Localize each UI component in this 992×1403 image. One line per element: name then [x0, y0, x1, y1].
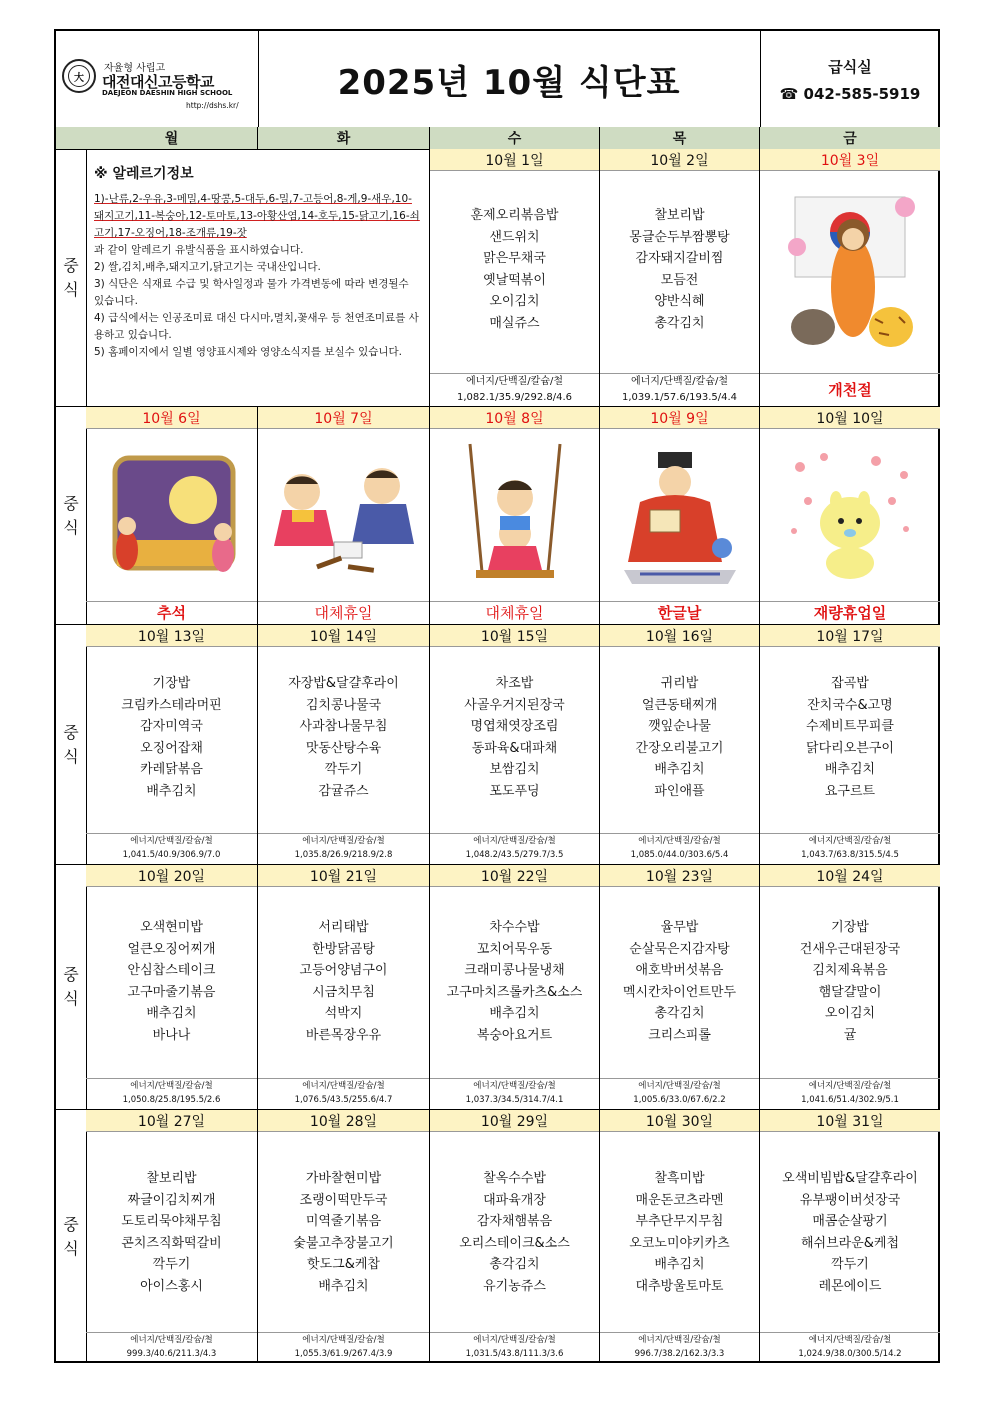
nutrition-label: 에너지/단백질/칼슘/철 — [808, 1335, 892, 1345]
weekday-fri: 금 — [760, 127, 940, 149]
menu-item: 얼큰오징어찌개 — [127, 941, 216, 957]
nutrition-label: 에너지/단백질/칼슘/철 — [473, 836, 556, 846]
menu-item: 배추김치 — [654, 1257, 705, 1272]
nutrition-info — [600, 1078, 759, 1109]
menu-item: 크림카스테라머핀 — [121, 697, 222, 713]
day-date: 10월 30일 — [600, 1110, 759, 1132]
week-row-3 — [56, 625, 938, 865]
menu-list — [258, 1168, 429, 1297]
weekday-header — [56, 127, 938, 150]
contact-block — [760, 31, 940, 127]
menu-item: 차수수밥 — [489, 920, 540, 935]
day-cell — [600, 149, 760, 406]
menu-item: 순살묵은지감자탕 — [629, 941, 730, 957]
nutrition-label: 에너지/단백질/칼슘/철 — [130, 1081, 213, 1091]
menu-item: 귤 — [843, 1027, 857, 1043]
day-date: 10월 9일 — [600, 407, 759, 429]
nutrition-info — [600, 1332, 759, 1363]
nutrition-values: 1,055.3/61.9/267.4/3.9 — [294, 1349, 393, 1359]
day-date: 10월 21일 — [258, 865, 429, 887]
menu-item: 자장밥&달걀후라이 — [288, 676, 399, 691]
menu-item: 얼큰동태찌개 — [641, 697, 718, 713]
school-logo-block — [56, 31, 259, 127]
menu-item: 감자돼지갈비찜 — [635, 251, 724, 266]
menu-item: 배추김치 — [654, 762, 705, 777]
menu-item: 요구르트 — [824, 783, 876, 799]
dangun-illustration-icon — [764, 173, 936, 370]
day-cell — [760, 625, 940, 864]
nutrition-values: 1,076.5/43.5/255.6/4.7 — [294, 1095, 393, 1105]
day-cell — [430, 625, 600, 864]
menu-item: 바나나 — [152, 1027, 191, 1043]
menu-list — [760, 673, 940, 802]
nutrition-label: 에너지/단백질/칼슘/철 — [465, 376, 564, 387]
day-cell — [760, 1110, 940, 1363]
day-cell — [430, 407, 600, 624]
swing-illustration-icon — [434, 431, 595, 598]
menu-list — [600, 205, 759, 334]
day-cell — [600, 407, 760, 624]
nutrition-label: 에너지/단백질/칼슘/철 — [130, 836, 213, 846]
menu-item: 명엽채엿장조림 — [470, 719, 559, 734]
menu-sheet — [54, 29, 940, 1363]
allergy-title: ※ 알레르기정보 — [94, 166, 194, 182]
holiday-label: 개천절 — [760, 373, 940, 406]
menu-item: 조랭이떡만두국 — [299, 1192, 388, 1208]
menu-list — [430, 1168, 599, 1297]
menu-item: 안심찹스테이크 — [127, 963, 216, 978]
nutrition-values: 996.7/38.2/162.3/3.3 — [634, 1349, 725, 1359]
allergy-info — [86, 149, 430, 406]
menu-item: 배추김치 — [146, 783, 197, 799]
menu-item: 카레닭볶음 — [140, 762, 203, 777]
menu-item: 가바찰현미밥 — [305, 1171, 382, 1186]
menu-item: 유기농쥬스 — [483, 1278, 546, 1294]
menu-list — [600, 673, 759, 802]
menu-item: 핫도그&케찹 — [307, 1257, 380, 1272]
week-row-4 — [56, 865, 938, 1110]
day-cell — [760, 407, 940, 624]
allergy-note: 4) 급식에서는 인공조미료 대신 다시마,멸치,꽃새우 등 천연조미료를 사용하고 있습니다. — [94, 312, 419, 341]
menu-list — [258, 917, 429, 1046]
day-date: 10월 6일 — [86, 407, 257, 429]
allergy-note: 3) 식단은 식재료 수급 및 학사일정과 물가 가격변동에 따라 변경될수 있습니다. — [94, 278, 409, 307]
nutrition-values: 1,082.1/35.9/292.8/4.6 — [456, 392, 573, 403]
menu-list — [430, 205, 599, 334]
day-date: 10월 1일 — [430, 149, 599, 171]
menu-item: 시금치무침 — [312, 984, 375, 1000]
menu-item: 깻잎순나물 — [648, 719, 711, 734]
menu-list — [600, 1168, 759, 1297]
menu-item: 해쉬브라운&케첩 — [800, 1235, 900, 1251]
menu-item: 멕시칸차이언트만두 — [622, 984, 737, 1000]
menu-item: 맛동산탕수육 — [305, 740, 382, 756]
nutrition-info — [760, 1332, 940, 1363]
menu-item: 오리스테이크&소스 — [459, 1235, 570, 1251]
day-date: 10월 13일 — [86, 625, 257, 647]
menu-item: 몽글순두부짬뽕탕 — [629, 229, 730, 245]
menu-list — [430, 917, 599, 1046]
nutrition-info — [760, 1078, 940, 1109]
menu-item: 깍두기 — [324, 762, 363, 777]
day-cell — [258, 407, 430, 624]
menu-list — [86, 673, 257, 802]
nutrition-info — [430, 373, 599, 406]
nutrition-label: 에너지/단백질/칼슘/철 — [638, 1335, 721, 1345]
day-date: 10월 23일 — [600, 865, 759, 887]
holiday-label: 추석 — [86, 601, 257, 624]
day-date: 10월 31일 — [760, 1110, 940, 1132]
menu-list — [86, 1168, 257, 1297]
day-cell — [760, 149, 940, 406]
menu-item: 석박지 — [324, 1006, 363, 1021]
menu-item: 대추방울토마토 — [635, 1278, 724, 1294]
menu-item: 차조밥 — [495, 676, 534, 691]
nutrition-info — [600, 373, 759, 406]
yut-game-illustration-icon — [262, 431, 425, 598]
school-name: 대전대신고등학교 — [102, 73, 214, 91]
day-cell — [86, 625, 258, 864]
day-cell — [86, 407, 258, 624]
nutrition-values: 1,085.0/44.0/303.6/5.4 — [630, 850, 729, 860]
menu-item: 사과참나물무침 — [299, 719, 388, 734]
holiday-label: 한글날 — [600, 601, 759, 624]
page-title: 2025년 10월 식단표 — [337, 62, 681, 103]
menu-item: 도토리묵야채무침 — [121, 1214, 222, 1229]
blossom-character-illustration-icon — [764, 431, 936, 598]
nutrition-values: 1,039.1/57.6/193.5/4.4 — [621, 392, 738, 403]
day-cell — [258, 625, 430, 864]
menu-item: 오코노미야키카츠 — [629, 1235, 730, 1251]
day-cell — [600, 1110, 760, 1363]
menu-item: 배추김치 — [489, 1006, 540, 1021]
nutrition-info — [258, 1078, 429, 1109]
day-date: 10월 3일 — [760, 149, 940, 171]
nutrition-values: 1,024.9/38.0/300.5/14.2 — [798, 1349, 902, 1359]
meal-label: 중 식 — [56, 1110, 87, 1363]
nutrition-label: 에너지/단백질/칼슘/철 — [130, 1335, 213, 1345]
day-date: 10월 20일 — [86, 865, 257, 887]
menu-item: 한방닭곰탕 — [312, 941, 375, 957]
weekday-mon: 월 — [86, 127, 258, 149]
allergy-note: 2) 쌀,김치,배추,돼지고기,닭고기는 국내산입니다. — [94, 261, 321, 273]
king-sejong-illustration-icon — [604, 431, 755, 598]
menu-item: 총각김치 — [654, 1006, 705, 1021]
nutrition-info — [600, 833, 759, 864]
nutrition-info — [86, 1332, 257, 1363]
week-row-5 — [56, 1110, 938, 1363]
menu-item: 짜글이김치찌개 — [127, 1192, 216, 1208]
nutrition-values: 1,048.2/43.5/279.7/3.5 — [465, 850, 564, 860]
menu-item: 총각김치 — [654, 315, 705, 331]
menu-list — [760, 1168, 940, 1297]
day-cell — [760, 865, 940, 1109]
nutrition-label: 에너지/단백질/칼슘/철 — [808, 836, 892, 846]
nutrition-label: 에너지/단백질/칼슘/철 — [808, 1081, 892, 1091]
nutrition-label: 에너지/단백질/칼슘/철 — [630, 376, 729, 387]
menu-item: 기장밥 — [152, 676, 191, 691]
day-cell — [430, 1110, 600, 1363]
menu-item: 부추단무지무침 — [635, 1214, 724, 1229]
menu-item: 보쌈김치 — [489, 762, 540, 777]
menu-item: 애호박버섯볶음 — [635, 963, 724, 978]
weekday-corner — [56, 127, 87, 149]
menu-item: 크리스피롤 — [648, 1027, 711, 1043]
meal-label: 중 식 — [56, 625, 87, 864]
holiday-label: 대체휴일 — [430, 601, 599, 624]
nutrition-label: 에너지/단백질/칼슘/철 — [302, 836, 385, 846]
day-date: 10월 29일 — [430, 1110, 599, 1132]
day-cell — [86, 1110, 258, 1363]
menu-item: 파인애플 — [654, 783, 705, 799]
menu-item: 훈제오리볶음밥 — [470, 208, 559, 223]
day-cell — [258, 865, 430, 1109]
nutrition-info — [258, 833, 429, 864]
nutrition-label: 에너지/단백질/칼슘/철 — [473, 1081, 556, 1091]
nutrition-label: 에너지/단백질/칼슘/철 — [638, 836, 721, 846]
meal-label: 중 식 — [56, 865, 87, 1109]
nutrition-info — [258, 1332, 429, 1363]
nutrition-values: 1,043.7/63.8/315.5/4.5 — [801, 850, 899, 860]
menu-item: 오이김치 — [489, 294, 540, 309]
menu-item: 깍두기 — [831, 1257, 869, 1272]
weekday-wed: 수 — [430, 127, 600, 149]
menu-item: 동파육&대파채 — [471, 740, 558, 756]
menu-item: 양반식혜 — [654, 294, 705, 309]
menu-item: 깍두기 — [152, 1257, 191, 1272]
nutrition-values: 999.3/40.6/211.3/4.3 — [126, 1349, 217, 1359]
menu-item: 배추김치 — [824, 762, 876, 777]
day-date: 10월 28일 — [258, 1110, 429, 1132]
weekday-tue: 화 — [258, 127, 430, 149]
menu-item: 크래미콩나물냉채 — [464, 963, 565, 978]
day-date: 10월 17일 — [760, 625, 940, 647]
nutrition-values: 1,041.5/40.9/306.9/7.0 — [122, 850, 221, 860]
nutrition-label: 에너지/단백질/칼슘/철 — [302, 1081, 385, 1091]
menu-item: 아이스홍시 — [140, 1278, 203, 1294]
menu-item: 오징어잡채 — [140, 740, 203, 756]
allergy-codes: 1)-난류,2-우유,3-메밀,4-땅콩,5-대두,6-밀,7-고등어,8-게,9-새우,10-돼지고기,11-복숭아,12-토마토,13-아황산염,14-호두,15-닭고기,16-쇠고기,17-오징어,18-조개류,19-잣 — [94, 193, 420, 239]
menu-item: 닭다리오븐구이 — [806, 740, 894, 756]
menu-item: 포도푸딩 — [489, 783, 540, 799]
phone-number: ☎ 042-585-5919 — [779, 84, 921, 103]
menu-item: 고구마줄기볶음 — [127, 984, 216, 1000]
day-date: 10월 16일 — [600, 625, 759, 647]
nutrition-info — [430, 1332, 599, 1363]
school-type: 자율형 사립고 — [104, 63, 166, 74]
menu-item: 매콤순살팡기 — [812, 1214, 888, 1229]
menu-item: 바른목장우유 — [305, 1027, 382, 1043]
menu-item: 매운돈코츠라멘 — [635, 1192, 724, 1208]
menu-item: 콘치즈직화떡갈비 — [121, 1235, 222, 1251]
menu-item: 귀리밥 — [660, 676, 699, 691]
department: 급식실 — [828, 57, 872, 76]
nutrition-info — [86, 833, 257, 864]
menu-item: 샌드위치 — [489, 229, 540, 245]
menu-item: 율무밥 — [660, 920, 699, 935]
day-date: 10월 15일 — [430, 625, 599, 647]
nutrition-info — [760, 833, 940, 864]
menu-item: 고등어양념구이 — [299, 963, 388, 978]
allergy-code-suffix: 과 같이 알레르기 유발식품을 표시하였습니다. — [94, 244, 304, 256]
menu-item: 복숭아요거트 — [476, 1027, 553, 1043]
menu-item: 꼬치어묵우동 — [476, 941, 553, 957]
menu-item: 찰보리밥 — [654, 208, 705, 223]
nutrition-values: 1,037.3/34.5/314.7/4.1 — [465, 1095, 564, 1105]
menu-item: 수제비트무피클 — [806, 719, 894, 734]
menu-item: 배추김치 — [318, 1278, 369, 1294]
day-cell — [258, 1110, 430, 1363]
day-date: 10월 24일 — [760, 865, 940, 887]
menu-item: 서리태밥 — [318, 920, 369, 935]
week-row-2 — [56, 407, 938, 625]
menu-item: 대파육개장 — [483, 1192, 546, 1208]
menu-item: 잔치국수&고명 — [807, 697, 893, 713]
day-date: 10월 22일 — [430, 865, 599, 887]
menu-item: 찰흑미밥 — [654, 1171, 705, 1186]
school-url[interactable]: http://dshs.kr/ — [186, 101, 239, 110]
day-cell — [600, 625, 760, 864]
menu-item: 햄달걀말이 — [818, 984, 882, 1000]
menu-item: 김치제육볶음 — [812, 963, 888, 978]
menu-item: 총각김치 — [489, 1257, 540, 1272]
menu-item: 레몬에이드 — [818, 1278, 882, 1294]
day-cell — [86, 865, 258, 1109]
menu-list — [258, 673, 429, 802]
nutrition-values: 1,041.6/51.4/302.9/5.1 — [801, 1095, 899, 1105]
header — [56, 31, 938, 128]
menu-item: 감자채햄볶음 — [476, 1214, 553, 1229]
day-cell — [430, 149, 600, 406]
menu-item: 고구마치즈롤카츠&소스 — [446, 984, 583, 1000]
menu-item: 모듬전 — [660, 272, 699, 288]
menu-item: 사골우거지된장국 — [464, 697, 565, 713]
day-date: 10월 7일 — [258, 407, 429, 429]
weekday-thu: 목 — [600, 127, 760, 149]
menu-item: 오색비빔밥&달걀후라이 — [782, 1171, 918, 1186]
menu-item: 숯불고추장불고기 — [293, 1235, 394, 1251]
menu-item: 옛날떡볶이 — [483, 272, 546, 288]
day-date: 10월 14일 — [258, 625, 429, 647]
title-block — [258, 31, 761, 127]
menu-list — [430, 673, 599, 802]
menu-item: 맑은무채국 — [483, 251, 546, 266]
nutrition-values: 1,050.8/25.8/195.5/2.6 — [122, 1095, 221, 1105]
menu-item: 찰옥수수밥 — [483, 1171, 546, 1186]
allergy-note: 5) 홈페이지에서 일별 영양표시제와 영양소식지를 보실수 있습니다. — [94, 346, 403, 358]
nutrition-label: 에너지/단백질/칼슘/철 — [302, 1335, 385, 1345]
nutrition-info — [430, 833, 599, 864]
nutrition-values: 1,005.6/33.0/67.6/2.2 — [633, 1095, 726, 1105]
nutrition-label: 에너지/단백질/칼슘/철 — [638, 1081, 721, 1091]
menu-item: 감자미역국 — [140, 719, 203, 734]
meal-label: 중 식 — [56, 407, 87, 624]
menu-item: 찰보리밥 — [146, 1171, 197, 1186]
menu-item: 오색현미밥 — [140, 920, 203, 935]
meal-label: 중 식 — [56, 149, 87, 406]
menu-item: 미역줄기볶음 — [305, 1214, 382, 1229]
school-emblem-icon: 大 — [62, 59, 96, 93]
menu-item: 유부팽이버섯장국 — [799, 1192, 901, 1208]
day-date: 10월 27일 — [86, 1110, 257, 1132]
school-name-en: DAEJEON DAESHIN HIGH SCHOOL — [102, 89, 233, 97]
menu-item: 오이김치 — [824, 1006, 876, 1021]
chuseok-moon-illustration-icon — [90, 431, 253, 598]
day-cell — [430, 865, 600, 1109]
menu-item: 잡곡밥 — [831, 676, 869, 691]
week-row-1 — [56, 149, 938, 407]
menu-list — [86, 917, 257, 1046]
day-date: 10월 2일 — [600, 149, 759, 171]
menu-item: 매실쥬스 — [489, 315, 540, 331]
menu-item: 간장오리불고기 — [635, 740, 724, 756]
holiday-label: 재량휴업일 — [760, 601, 940, 624]
nutrition-info — [430, 1078, 599, 1109]
menu-item: 배추김치 — [146, 1006, 197, 1021]
day-cell — [600, 865, 760, 1109]
menu-item: 김치콩나물국 — [305, 697, 382, 713]
day-date: 10월 10일 — [760, 407, 940, 429]
menu-item: 감귤쥬스 — [318, 783, 369, 799]
nutrition-info — [86, 1078, 257, 1109]
day-date: 10월 8일 — [430, 407, 599, 429]
menu-item: 기장밥 — [831, 920, 869, 935]
menu-list — [760, 917, 940, 1046]
holiday-label: 대체휴일 — [258, 601, 429, 624]
nutrition-label: 에너지/단백질/칼슘/철 — [473, 1335, 556, 1345]
nutrition-values: 1,031.5/43.8/111.3/3.6 — [465, 1349, 564, 1359]
menu-list — [600, 917, 759, 1046]
nutrition-values: 1,035.8/26.9/218.9/2.8 — [294, 850, 393, 860]
menu-item: 건새우근대된장국 — [799, 941, 901, 957]
